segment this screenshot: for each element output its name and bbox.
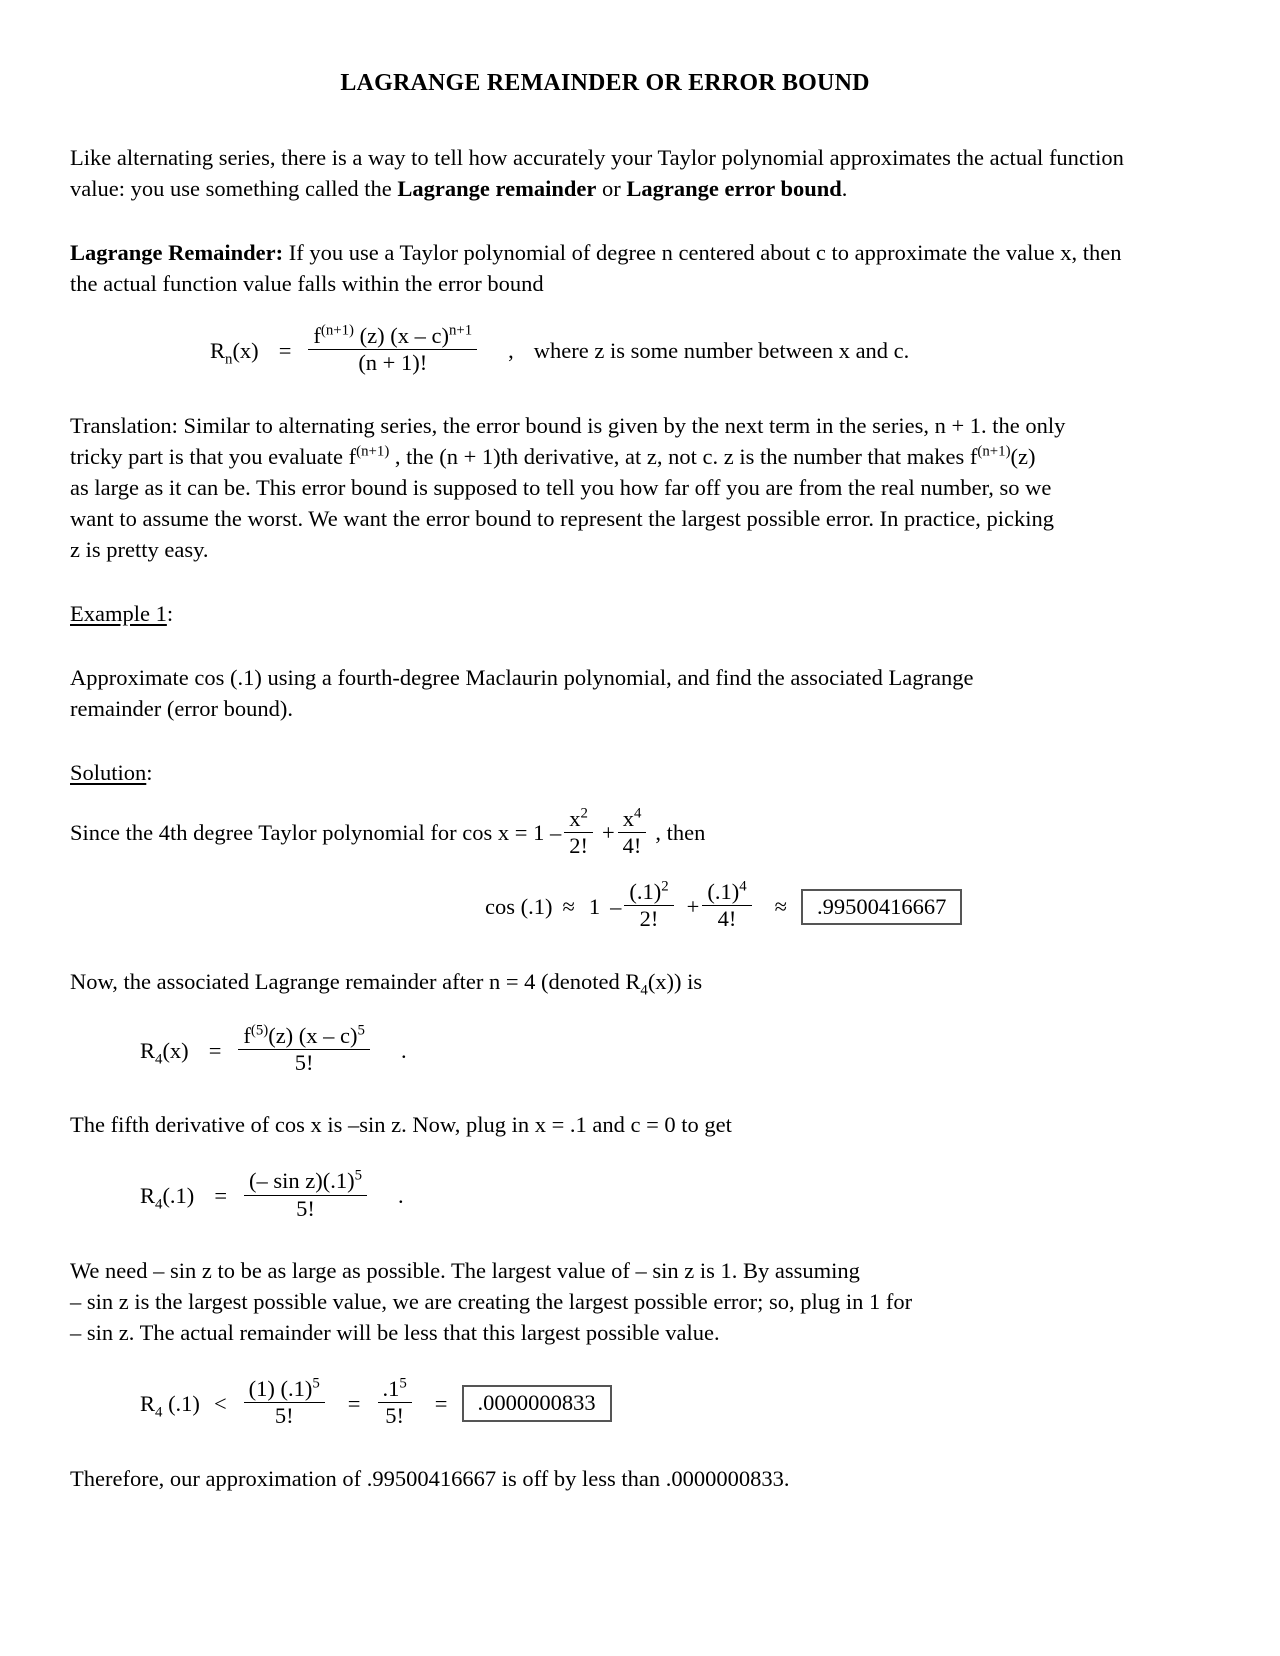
intro-conjunction: or [596, 176, 627, 201]
translation-line-4: want to assume the worst. We want the error bound to represent the largest possible error. In practice, picking [70, 505, 1054, 531]
document-body [70, 0, 1140, 1494]
page-title: LAGRANGE REMAINDER OR ERROR BOUND [340, 70, 870, 96]
final-eq-fraction-1 [244, 1377, 325, 1429]
intro-line-1: Like alternating series, there is a way to tell how accurately your Taylor polynomial approximates the actual [70, 145, 1044, 170]
taylor-frac-x4-4fact [618, 807, 647, 859]
taylor-frac-x2-2fact [564, 807, 593, 859]
intro-paragraph [70, 142, 1140, 204]
final-eq-frac1-denominator: 5! [274, 1403, 294, 1429]
formula-r4-point1-row [140, 1167, 1140, 1222]
taylor-frac2-numerator: $x^4$ [618, 807, 647, 833]
cos-eval-lhs: cos (.1) [485, 893, 553, 919]
fifth-derivative-paragraph: The fifth derivative of cos x is –sin z. Now, plug in x = .1 and c = 0 to get [70, 1112, 732, 1138]
cos-eval-plus: + [686, 893, 700, 919]
formula-r4-numerator: $f^{(5)}(z)$ (x – c)$^5$ [238, 1024, 370, 1050]
example-body-line-2: remainder (error bound). [70, 695, 294, 721]
taylor-frac1-numerator: $x^2$ [564, 807, 593, 833]
cos-eval-approx-1: ≈ [562, 893, 575, 919]
formula-r4-row [140, 1022, 1140, 1077]
cos-eval-approx-2: ≈ [774, 893, 787, 919]
cos-eval-frac1-denominator: 2! [639, 906, 659, 932]
formula-rn-row [210, 322, 1140, 377]
cos-eval-one: 1 [588, 893, 601, 919]
remainder-intro-text-b: (x)) is [647, 968, 703, 994]
formula-r4-denominator: 5! [294, 1050, 314, 1076]
formula-rn-comma: , [508, 337, 514, 363]
taylor-poly-row [70, 805, 1140, 860]
definition-text-a: If you use a Taylor polynomial of degree n centered about c to approximate the value [283, 240, 1055, 265]
intro-line-2a: function value: you use something called the [70, 145, 1124, 201]
formula-rn-equals: = [278, 337, 292, 363]
final-eq-equals-1: = [347, 1390, 361, 1416]
remainder-intro-subscript: 4 [640, 982, 648, 999]
translation-line-5: z is pretty easy. [70, 536, 209, 562]
formula-r4-lhs: $R_4(x)$ [140, 1037, 189, 1068]
discussion-paragraph [70, 1255, 1140, 1348]
formula-rn-fraction [308, 324, 477, 376]
taylor-frac1-denominator: 2! [569, 832, 588, 858]
cos-eval-frac-1 [624, 880, 673, 932]
final-equation-row [140, 1375, 1140, 1430]
conclusion-paragraph: Therefore, our approximation of .99500416667 is off by less than .0000000833. [70, 1465, 790, 1491]
cos-eval-frac-2 [702, 880, 751, 932]
cos-eval-minus: – [610, 893, 622, 919]
definition-label: Lagrange Remainder: [70, 240, 284, 265]
term-lagrange-remainder: Lagrange remainder [397, 176, 597, 201]
example-heading-colon: : [166, 600, 174, 626]
final-eq-less-than: < [213, 1390, 227, 1416]
final-eq-lhs: $R_4$ (.1) [140, 1390, 200, 1421]
formula-r4-point1-denominator: 5! [296, 1195, 315, 1221]
formula-r4-point1-fraction [244, 1169, 367, 1221]
term-lagrange-error-bound: Lagrange error bound [626, 176, 842, 201]
final-eq-frac2-numerator: $.1^5$ [378, 1377, 412, 1403]
cos-eval-frac2-numerator: $(.1)^4$ [702, 880, 751, 906]
discussion-line-1: We need – sin z to be as large as possible. The largest value of – sin z is 1. By assuming [70, 1257, 860, 1283]
definition-paragraph [70, 237, 1140, 299]
cos-eval-frac1-numerator: $(.1)^2$ [624, 880, 673, 906]
final-eq-equals-2: = [434, 1390, 448, 1416]
remainder-intro-paragraph [70, 966, 1140, 997]
example-heading-label: Example 1 [70, 600, 167, 626]
formula-rn-tail: where z is some number between x and c. [533, 337, 910, 363]
discussion-line-3: – sin z. The actual remainder will be less that this largest possible value. [70, 1319, 720, 1345]
boxed-answer-cos-approximation: .99500416667 [801, 889, 962, 926]
final-eq-frac1-numerator: (1) $(.1)^5$ [244, 1377, 325, 1403]
taylor-poly-text-a: Since the 4th degree Taylor polynomial for cos x = 1 – [70, 820, 562, 846]
formula-rn-lhs: $R_n(x)$ [210, 337, 259, 368]
translation-line-2: tricky part is that you evaluate $f^{(n+1)}$ , the (n + 1)th derivative, at z, not c. z is the number that makes $f^{(n+1)}(z)$ [70, 443, 1036, 469]
example-body [70, 662, 1140, 724]
formula-r4-equals: = [208, 1037, 222, 1063]
definition-text-b: x, then the actual function value falls within the error bound [70, 240, 1122, 296]
formula-r4-period: . [400, 1037, 407, 1063]
translation-line-1: Translation: Similar to alternating series, the error bound is given by the next term in the series, n + 1. the only [70, 412, 1066, 438]
taylor-frac2-denominator: 4! [622, 832, 642, 858]
translation-paragraph [70, 410, 1140, 565]
translation-line-3: as large as it can be. This error bound is supposed to tell you how far off you are from the real number, so we [70, 474, 1052, 500]
formula-r4-point1-period: . [398, 1183, 404, 1209]
formula-rn-numerator: $f^{(n+1)}$ (z) (x – c)$^{n+1}$ [308, 324, 477, 350]
example-body-line-1: Approximate cos (.1) using a fourth-degree Maclaurin polynomial, and find the associated Lagrange [70, 664, 974, 690]
cos-evaluation-row [485, 878, 1140, 933]
formula-r4-fraction [238, 1024, 370, 1076]
example-heading [70, 598, 1140, 629]
taylor-poly-text-b: , then [655, 820, 706, 846]
formula-r4-point1-lhs: $R_4(.1)$ [140, 1183, 195, 1213]
intro-period: . [841, 176, 848, 201]
taylor-plus-sign: + [601, 820, 615, 846]
formula-r4-point1-numerator: (– $\sin z)(.1)^5$ [244, 1169, 367, 1195]
formula-r4-point1-equals: = [214, 1183, 228, 1209]
cos-eval-frac2-denominator: 4! [717, 906, 737, 932]
boxed-answer-error-bound: .0000000833 [462, 1385, 612, 1422]
discussion-line-2: – sin z is the largest possible value, we are creating the largest possible error; so, plug in 1 for [70, 1288, 913, 1314]
formula-rn-denominator: (n + 1)! [358, 350, 428, 376]
final-eq-fraction-2 [378, 1377, 412, 1429]
remainder-intro-text-a: Now, the associated Lagrange remainder after n = 4 (denoted R [70, 968, 641, 994]
final-eq-frac2-denominator: 5! [385, 1403, 405, 1429]
solution-heading-colon: : [146, 759, 153, 785]
solution-heading-label: Solution [70, 759, 147, 785]
solution-heading [70, 757, 1140, 788]
